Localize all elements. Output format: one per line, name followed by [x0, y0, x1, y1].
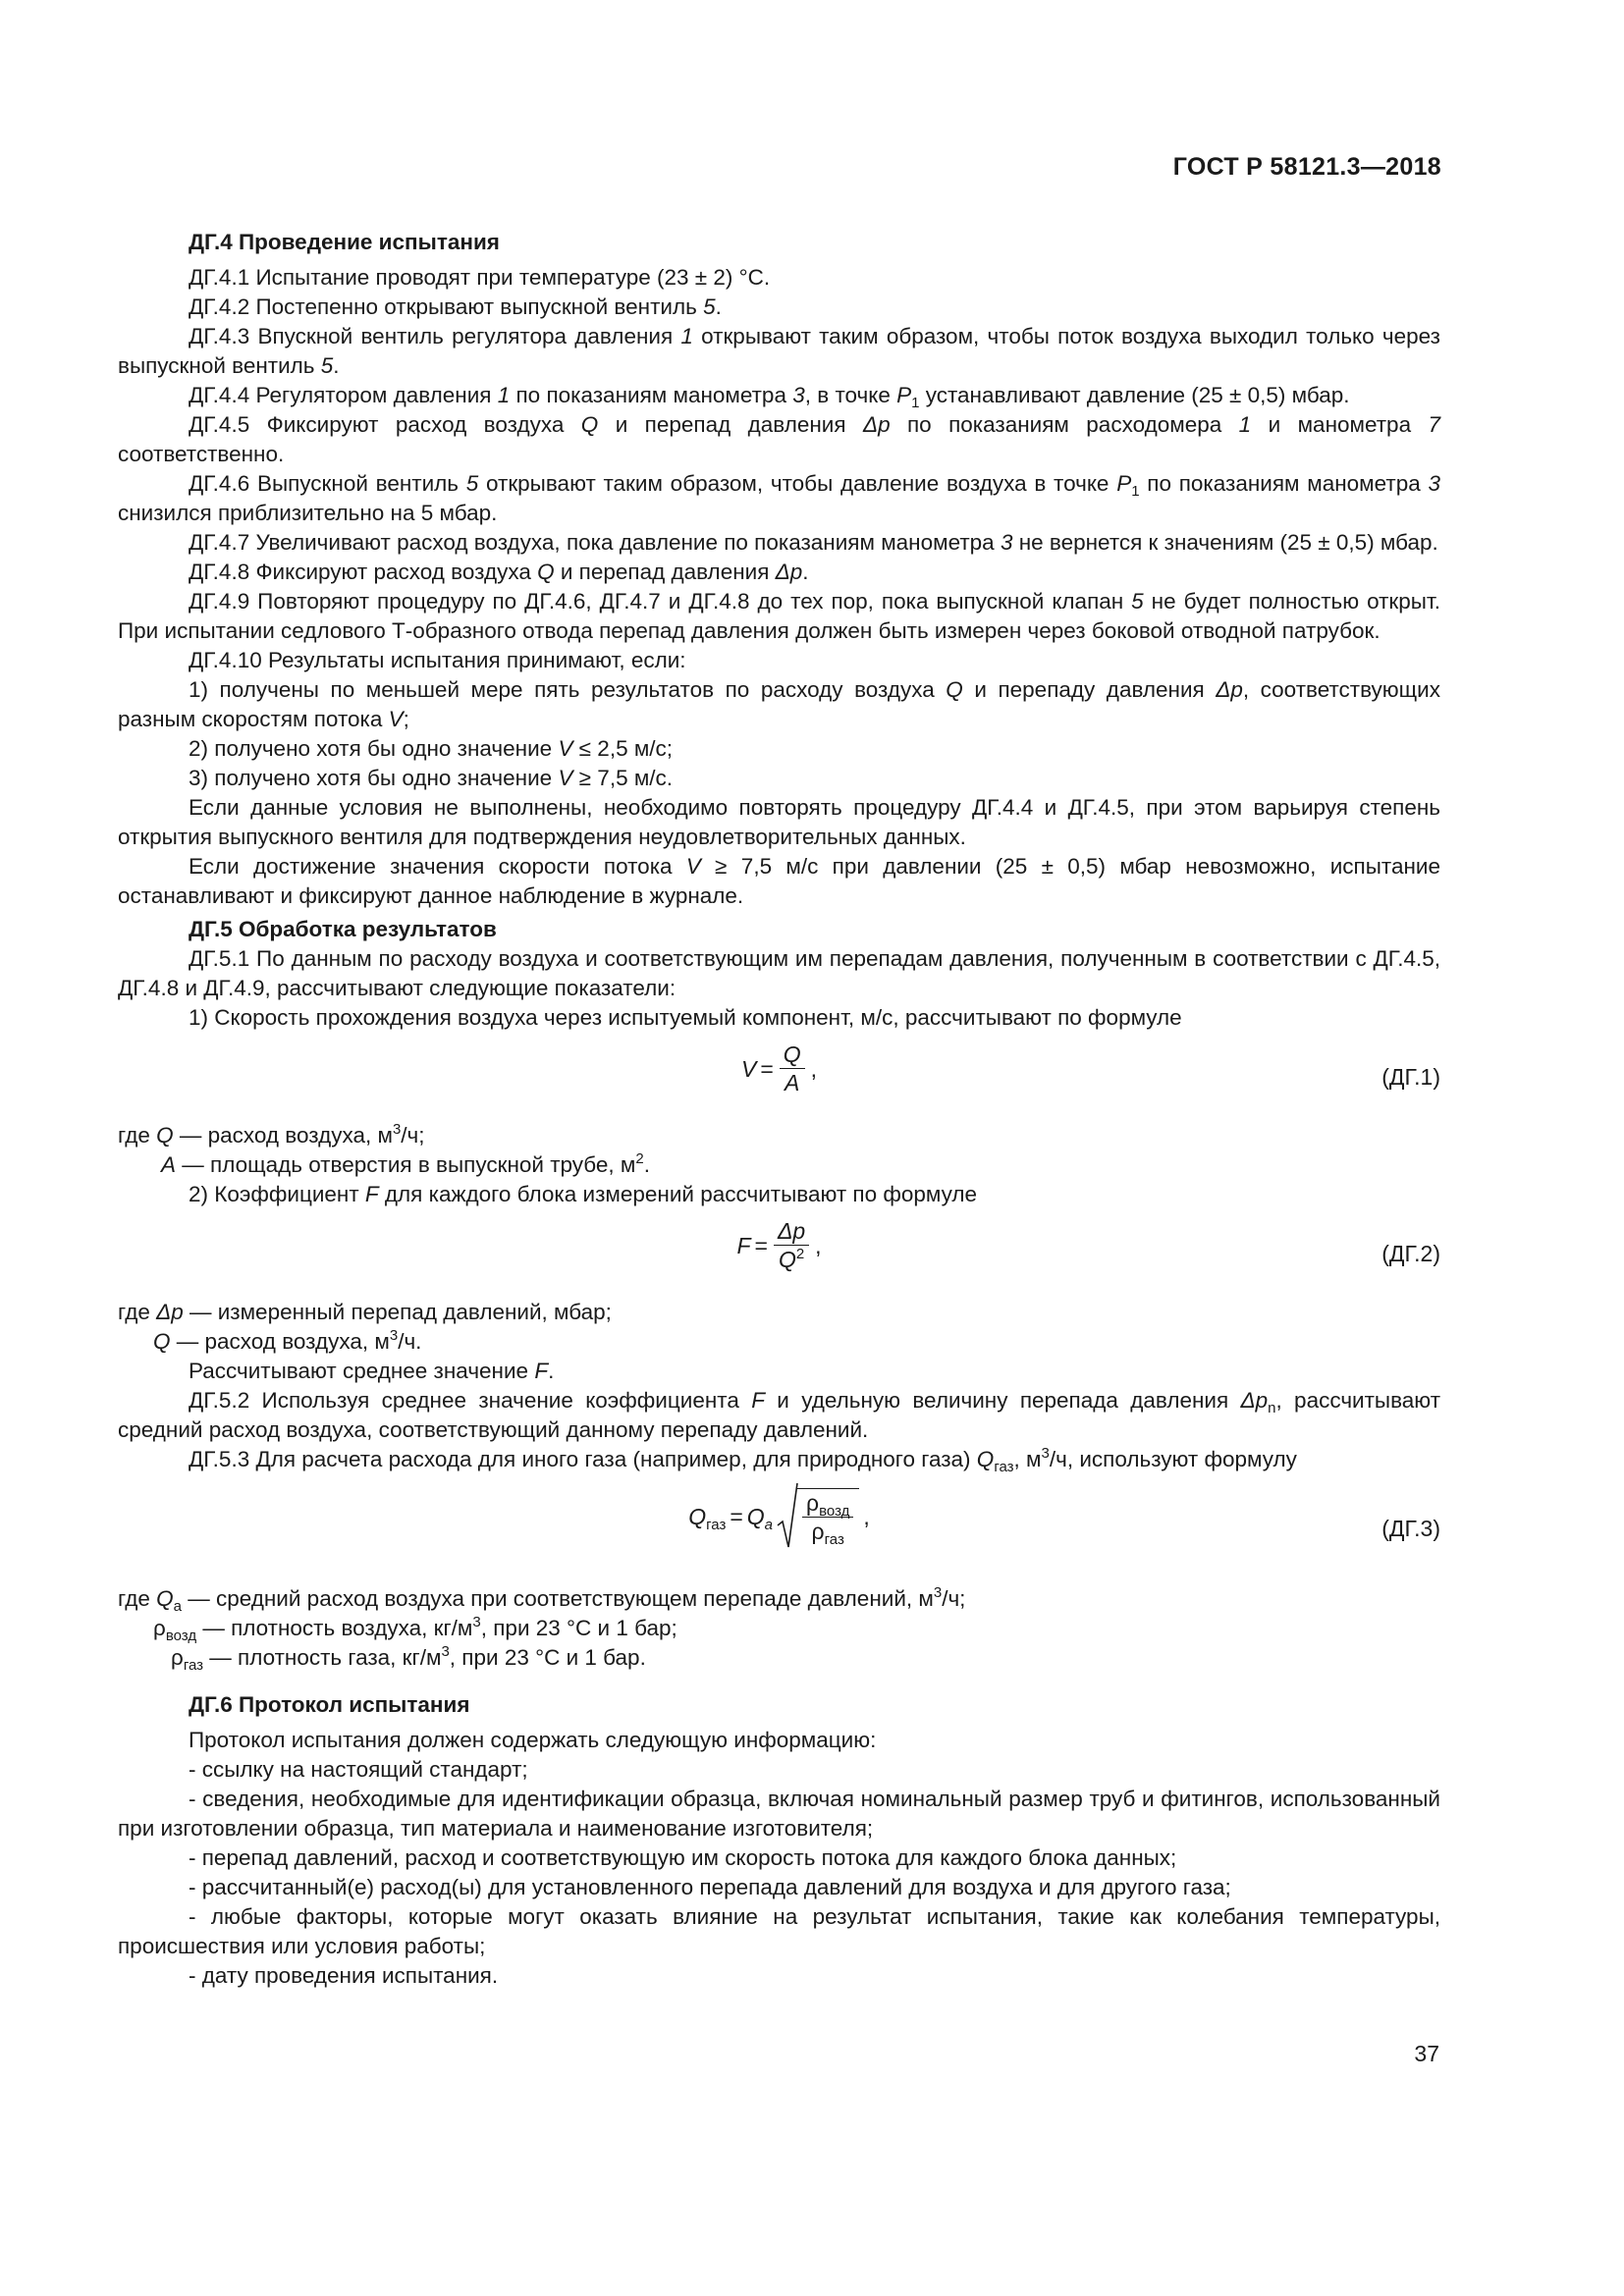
paragraph-dg4-9: ДГ.4.9 Повторяют процедуру по ДГ.4.6, ДГ.4.7 и ДГ.4.8 до тех пор, пока выпускной клапан 5 не будет полностью открыт. При испытании седлового Т-образного отвода перепад давления должен быть измерен через боковой отводной патрубок.	[118, 589, 1440, 643]
list-item: - рассчитанный(е) расход(ы) для установленного перепада давлений для воздуха и для другого газа;	[189, 1875, 1231, 1899]
paragraph-dg4-1: ДГ.4.1 Испытание проводят при температуре (23 ± 2) °С.	[189, 265, 771, 290]
list-item-2: 2) получено хотя бы одно значение V ≤ 2,5 м/с;	[189, 736, 674, 761]
formula-number: (ДГ.2)	[1381, 1241, 1440, 1266]
paragraph-dg4-7: ДГ.4.7 Увеличивают расход воздуха, пока давление по показаниям манометра 3 не вернется к значениям (25 ± 0,5) мбар.	[189, 530, 1438, 555]
section-title-dg5: ДГ.5 Обработка результатов	[189, 917, 497, 941]
formula-lhs: $Q_{газ}$	[688, 1504, 727, 1533]
radical-sign-icon	[777, 1482, 798, 1551]
list-item-3: 3) получено хотя бы одно значение V ≥ 7,5 м/с.	[189, 766, 674, 790]
paragraph-average-f: Рассчитывают среднее значение F.	[189, 1359, 555, 1383]
formula-intro-2: 2) Коэффициент F для каждого блока измерений рассчитывают по формуле	[189, 1182, 978, 1206]
paragraph-dg4-3: ДГ.4.3 Впускной вентиль регулятора давления 1 открывают таким образом, чтобы поток воздуха выходил только через выпускной вентиль 5.	[118, 324, 1440, 378]
where-rho-air: $\rho_{возд}$ — плотность воздуха, $кг/м^3$, при 23 °С и 1 бар;	[153, 1614, 677, 1644]
list-item: - любые факторы, которые могут оказать влияние на результат испытания, такие как колебания температуры, происшествия или условия работы;	[118, 1904, 1440, 1958]
section-title-dg6: ДГ.6 Протокол испытания	[189, 1692, 470, 1717]
list-item: - ссылку на настоящий стандарт;	[189, 1757, 528, 1782]
list-item: - сведения, необходимые для идентификации образца, включая номинальный размер труб и фитингов, использованный при изготовлении образца, тип материала и наименование изготовителя;	[118, 1787, 1440, 1841]
paragraph-protocol: Протокол испытания должен содержать следующую информацию:	[189, 1728, 877, 1752]
where-rho-gas: $\rho_{газ}$ — плотность газа, $кг/м^3$, при 23 °С и 1 бар.	[171, 1643, 646, 1674]
paragraph-dg4-6: ДГ.4.6 Выпускной вентиль 5 открывают таким образом, чтобы давление воздуха в точке $P_1$ по показаниям манометра 3 снизился приблизительно на 5 мбар.	[118, 471, 1440, 525]
formula-fraction: $\frac{Q}{A}$	[780, 1041, 805, 1096]
where-q2: Q — расход воздуха, $м^3/ч$.	[153, 1327, 422, 1354]
paragraph-stop: Если достижение значения скорости потока V ≥ 7,5 м/с при давлении (25 ± 0,5) мбар невозможно, испытание останавливают и фиксируют данное наблюдение в журнале.	[118, 854, 1440, 908]
list-item: - перепад давлений, расход и соответствующую им скорость потока для каждого блока данных;	[189, 1845, 1177, 1870]
paragraph-conditions: Если данные условия не выполнены, необходимо повторять процедуру ДГ.4.4 и ДГ.4.5, при этом варьируя степень открытия выпускного вентиля для подтверждения неудовлетворительных данных.	[118, 795, 1440, 849]
page-content	[118, 228, 1440, 1991]
formula-lhs: F	[736, 1232, 751, 1258]
paragraph-dg5-3: ДГ.5.3 Для расчета расхода для иного газа (например, для природного газа) $Q_{газ}$, $м^3/ч$, используют формулу	[189, 1445, 1297, 1475]
page-number: 37	[1414, 2041, 1439, 2066]
section-title-dg4: ДГ.4 Проведение испытания	[189, 230, 500, 254]
formula-fraction: $\frac{\rho_{возд}}{\rho_{газ}}$	[802, 1489, 853, 1545]
paragraph-dg4-2: ДГ.4.2 Постепенно открывают выпускной вентиль 5.	[189, 294, 722, 319]
paragraph-dg5-1: ДГ.5.1 По данным по расходу воздуха и соответствующим им перепадам давления, полученным в соответствии с ДГ.4.5, ДГ.4.8 и ДГ.4.9, рассчитывают следующие показатели:	[118, 946, 1440, 1000]
list-item-1: 1) получены по меньшей мере пять результатов по расходу воздуха Q и перепаду давления Δp, соответствующих разным скоростям потока V;	[118, 677, 1440, 731]
formula-intro-1: 1) Скорость прохождения воздуха через испытуемый компонент, м/с, рассчитывают по формуле	[189, 1005, 1182, 1030]
formula-dg1: V = $\frac{Q}{A}$ , (ДГ.1)	[740, 1041, 1440, 1095]
formula-number: (ДГ.3)	[1381, 1516, 1440, 1541]
formula-dg3: $Q_{газ}$ = $Q_a$ $\frac{\rho_{возд}}{\rho_{газ}}$ , (ДГ.3)	[118, 1482, 1440, 1580]
where-dp: где Δp — измеренный перепад давлений, мбар;	[118, 1300, 612, 1324]
formula-lhs: V	[740, 1055, 757, 1082]
paragraph-dg4-5: ДГ.4.5 Фиксируют расход воздуха Q и перепад давления Δp по показаниям расходомера 1 и манометра 7 соответственно.	[118, 412, 1441, 466]
where-qa: где $Q_a$ — средний расход воздуха при соответствующем перепаде давлений, $м^3/ч$;	[118, 1584, 966, 1615]
paragraph-dg4-10: ДГ.4.10 Результаты испытания принимают, если:	[189, 648, 686, 672]
paragraph-dg4-4: ДГ.4.4 Регулятором давления 1 по показаниям манометра 3, в точке $P_1$ устанавливают давление (25 ± 0,5) мбар.	[189, 383, 1350, 411]
square-root	[777, 1482, 859, 1551]
formula-fraction: $\frac{\Delta p}{Q^2}$	[774, 1217, 809, 1273]
document-code: ГОСТ Р 58121.3—2018	[1172, 153, 1441, 181]
where-q: где Q — расход воздуха, $м^3/ч$;	[118, 1121, 425, 1148]
where-a: A — площадь отверстия в выпускной трубе, $м^2$.	[161, 1150, 650, 1177]
paragraph-dg5-2: ДГ.5.2 Используя среднее значение коэффициента F и удельную величину перепада давления $\Delta p_n$, рассчитывают средний расход воздуха, соответствующий данному перепаду давлений.	[118, 1388, 1440, 1442]
list-item: - дату проведения испытания.	[189, 1963, 499, 1988]
formula-dg2: F = $\frac{\Delta p}{Q^2}$ , (ДГ.2)	[736, 1218, 1440, 1272]
paragraph-dg4-8: ДГ.4.8 Фиксируют расход воздуха Q и перепад давления Δp.	[189, 560, 809, 584]
formula-number: (ДГ.1)	[1381, 1064, 1440, 1090]
